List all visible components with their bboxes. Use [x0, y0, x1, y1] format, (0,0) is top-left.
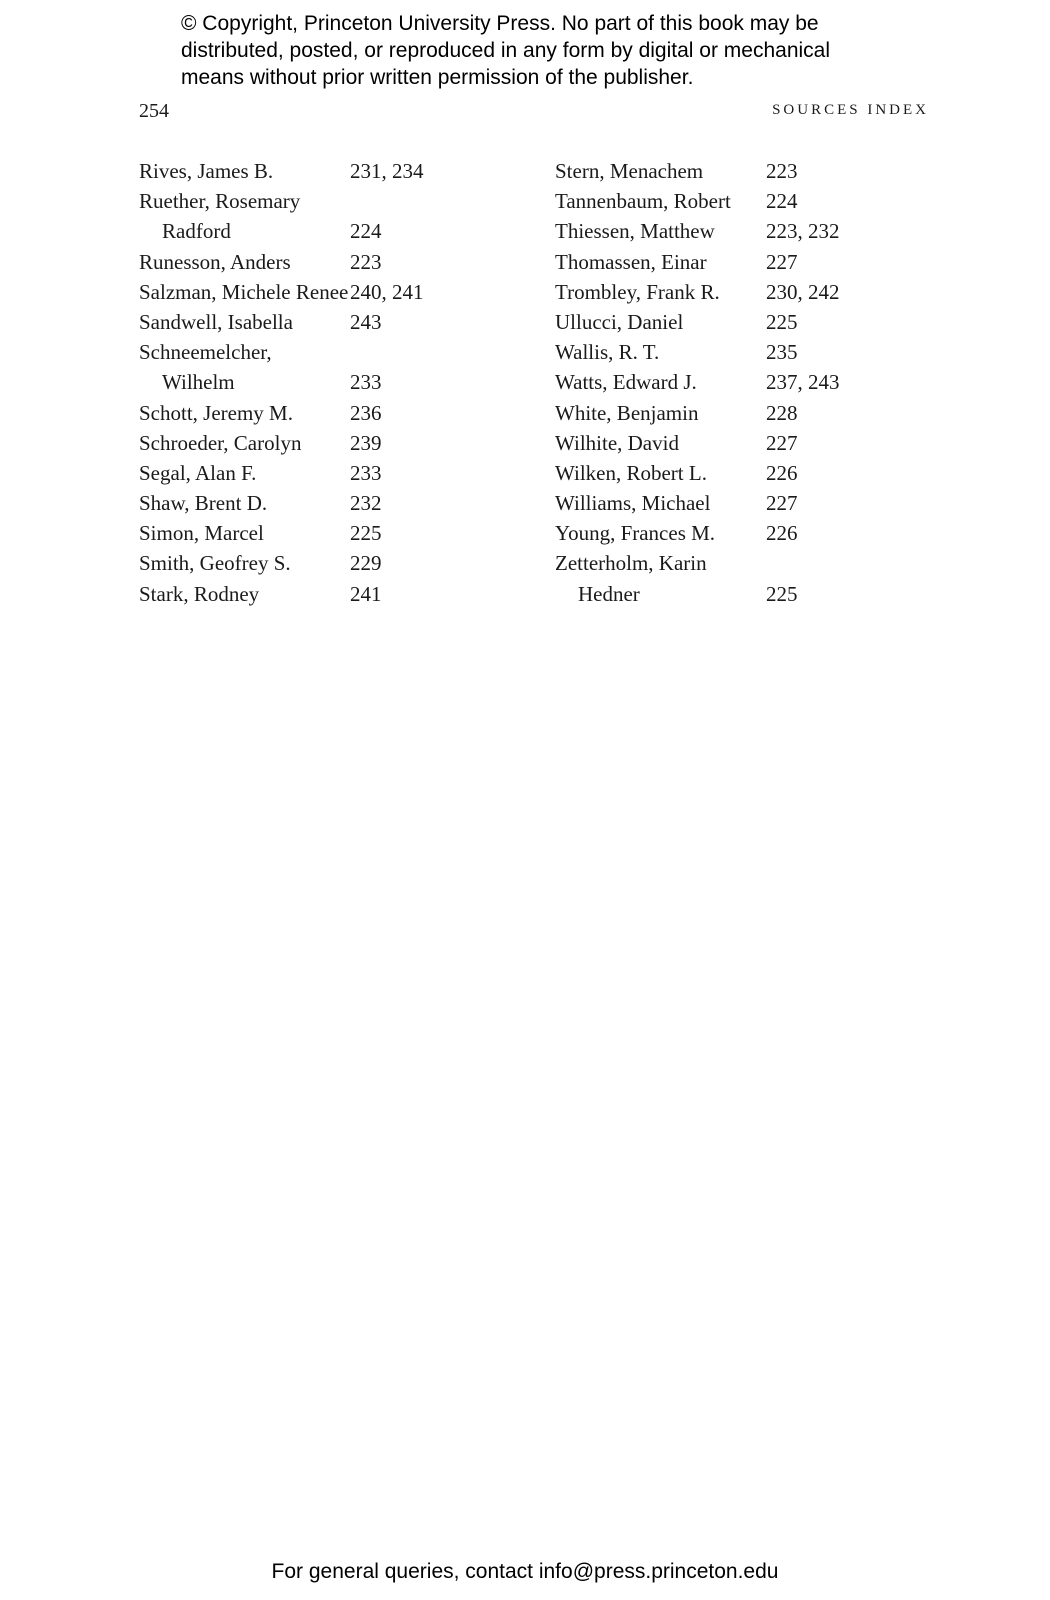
index-entry [139, 307, 509, 337]
index-entry-line [139, 247, 509, 277]
index-entry-pages: 231, 234 [350, 159, 424, 183]
index-entry-line [555, 428, 925, 458]
index-entry-pages: 225 [766, 309, 798, 334]
index-entry-name: Wallis, R. T. [555, 340, 660, 365]
index-entry-name: Wilhite, David [555, 430, 679, 455]
index-entry [555, 186, 925, 216]
index-entry [139, 428, 509, 458]
index-entry-pages: 223 [350, 249, 382, 274]
index-entry [555, 156, 925, 186]
index-entry [555, 488, 925, 518]
index-entry-name: Sandwell, Isabella [139, 309, 293, 334]
index-entry-name: Shaw, Brent D. [139, 491, 268, 516]
index-entry-line [139, 428, 509, 458]
index-entry-continuation-line [555, 579, 925, 609]
index-entry-pages: 230, 242 [766, 279, 840, 304]
index-entry-pages: 237, 243 [766, 370, 840, 395]
index-entry [555, 367, 925, 397]
index-entry-name: Segal, Alan F. [139, 460, 257, 485]
index-entry-line [139, 156, 509, 186]
index-entry [139, 186, 509, 246]
index-entry-line [139, 186, 509, 216]
index-entry-pages: 227 [766, 491, 798, 516]
index-entry-line [555, 247, 925, 277]
index-entry [555, 518, 925, 548]
index-entry [555, 277, 925, 307]
index-entry-name: Young, Frances M. [555, 521, 716, 546]
copyright-line: means without prior written permission of the publisher. [181, 66, 694, 89]
index-entry-name: Schroeder, Carolyn [139, 430, 302, 455]
index-entry-line [555, 337, 925, 367]
index-entry-name: Tannenbaum, Robert [555, 189, 731, 214]
copyright-line: © Copyright, Princeton University Press. No part of this book may be [181, 12, 819, 35]
index-entry-name: Thomassen, Einar [555, 249, 707, 274]
index-entry [139, 156, 509, 186]
index-entry-line [555, 367, 925, 397]
index-entry-pages: 241 [350, 581, 382, 606]
index-entry [139, 337, 509, 397]
index-entry [139, 548, 509, 578]
index-entry-name: Wilken, Robert L. [555, 460, 707, 485]
index-entry-line [555, 398, 925, 428]
index-entry-line [555, 277, 925, 307]
index-entry [139, 458, 509, 488]
index-entry-pages: 239 [350, 430, 382, 455]
index-entry-name: Simon, Marcel [139, 521, 264, 546]
index-entry [139, 579, 509, 609]
index-entry-name: Zetterholm, Karin [555, 551, 707, 576]
index-entry-line [555, 518, 925, 548]
index-entry-name: Stern, Menachem [555, 159, 704, 183]
index-entry-line [139, 518, 509, 548]
index-entry-line [555, 488, 925, 518]
index-entry-line [555, 156, 925, 186]
index-entry [555, 458, 925, 488]
index-entry-name-continuation: Hedner [578, 581, 640, 606]
index-entry-line [139, 488, 509, 518]
index-column-left [139, 156, 509, 609]
index-entry-name: Smith, Geofrey S. [139, 551, 291, 576]
index-entry-line [139, 548, 509, 578]
copyright-notice [181, 10, 901, 91]
index-entry-pages: 226 [766, 521, 798, 546]
index-entry-pages: 227 [766, 249, 798, 274]
index-entry [139, 277, 509, 307]
index-entry-line [555, 307, 925, 337]
index-entry [555, 247, 925, 277]
index-entry-name: Stark, Rodney [139, 581, 260, 606]
index-entry-name-continuation: Wilhelm [162, 370, 235, 395]
index-entry-name: Schneemelcher, [139, 340, 272, 365]
index-entry [555, 428, 925, 458]
index-entry-name: Trombley, Frank R. [555, 279, 720, 304]
copyright-line: distributed, posted, or reproduced in any form by digital or mechanical [181, 39, 831, 62]
index-entry-continuation-line [139, 216, 509, 246]
index-entry-line [139, 337, 509, 367]
index-entry-name-continuation: Radford [162, 219, 231, 244]
index-entry [555, 307, 925, 337]
index-entry-line [555, 458, 925, 488]
index-entry-line [139, 307, 509, 337]
index-entry-pages: 227 [766, 430, 798, 455]
index-entry-name: Rives, James B. [139, 159, 274, 183]
index-entry-pages: 243 [350, 309, 382, 334]
index-entry-name: White, Benjamin [555, 400, 699, 425]
index-entry-line [139, 277, 509, 307]
index-entry [139, 398, 509, 428]
index-entry-pages: 224 [350, 219, 382, 244]
index-entry-name: Schott, Jeremy M. [139, 400, 293, 425]
index-entry-line [555, 216, 925, 246]
page-number: 254 [139, 100, 169, 122]
index-entry-line [139, 458, 509, 488]
index-entry-pages: 228 [766, 400, 798, 425]
footer-contact: For general queries, contact info@press.princeton.edu [271, 1560, 779, 1583]
index-entry [555, 337, 925, 367]
index-entry-pages: 240, 241 [350, 279, 424, 304]
index-entry-pages: 224 [766, 189, 798, 214]
index-entry-pages: 223, 232 [766, 219, 840, 244]
index-entry [555, 548, 925, 608]
index-entry-pages: 225 [766, 581, 798, 606]
index-entry-name: Watts, Edward J. [555, 370, 697, 395]
index-entry-line [555, 548, 925, 578]
index-entry-pages: 233 [350, 370, 382, 395]
index-entry-pages: 232 [350, 491, 382, 516]
index-entry-pages: 226 [766, 460, 798, 485]
index-entry [139, 488, 509, 518]
index-entry-line [139, 398, 509, 428]
index-entry-name: Williams, Michael [555, 491, 711, 516]
index-entry-name: Ullucci, Daniel [555, 309, 684, 334]
index-entry-pages: 223 [766, 159, 798, 183]
section-title: SOURCES INDEX [772, 102, 929, 118]
index-entry [139, 518, 509, 548]
index-entry [555, 398, 925, 428]
index-entry-name: Salzman, Michele Renee [139, 279, 349, 304]
index-entry-continuation-line [139, 367, 509, 397]
index-entry-line [555, 186, 925, 216]
index-entry-pages: 233 [350, 460, 382, 485]
running-head [139, 100, 929, 126]
index-entry-name: Ruether, Rosemary [139, 189, 301, 214]
index-entry [555, 216, 925, 246]
index-entry-name: Runesson, Anders [139, 249, 291, 274]
index-entry-line [139, 579, 509, 609]
index-entry-pages: 225 [350, 521, 382, 546]
index-column-right [555, 156, 925, 609]
index-entry-pages: 235 [766, 340, 798, 365]
index-entry-pages: 229 [350, 551, 382, 576]
index-entry [139, 247, 509, 277]
index-entry-name: Thiessen, Matthew [555, 219, 715, 244]
index-entry-pages: 236 [350, 400, 382, 425]
